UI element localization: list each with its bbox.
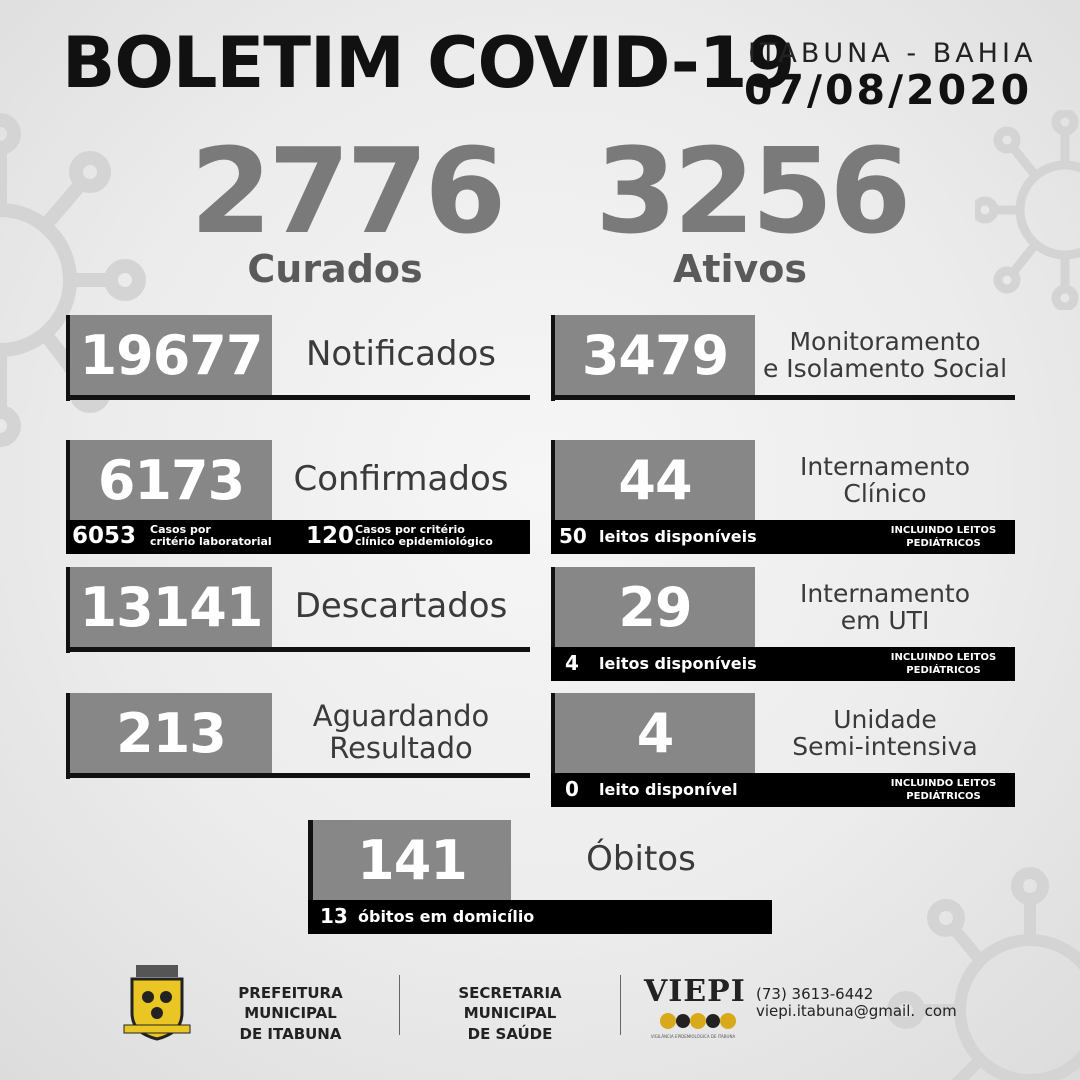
- email-address: viepi.itabuna@gmail. com: [756, 1002, 957, 1020]
- semi-beds-strip: [551, 773, 1015, 807]
- obitos-card: [308, 820, 772, 900]
- secretaria-label: SECRETARIA MUNICIPAL DE SAÚDE: [458, 984, 562, 1043]
- crest-icon: [122, 963, 192, 1043]
- obitos-home-value: 13: [320, 904, 348, 928]
- obitos-value: 141: [313, 820, 511, 900]
- internamento-clinico-label: Internamento Clínico: [799, 451, 971, 508]
- viepi-subtitle: VIGILÂNCIA EPIDEMIOLÓGICA DE ITABUNA: [650, 1034, 736, 1039]
- descartados-value: 13141: [70, 567, 272, 647]
- city-label: ITABUNA - BAHIA: [748, 38, 1037, 69]
- clinico-pediatric-note: INCLUINDO LEITOS PEDIÁTRICOS: [890, 525, 997, 549]
- confirmados-value: 6173: [70, 440, 272, 520]
- obitos-home-strip: [308, 900, 772, 934]
- clinico-beds-text: leitos disponíveis: [599, 527, 757, 546]
- phone-number: (73) 3613-6442: [756, 985, 874, 1003]
- prefeitura-label: PREFEITURA MUNICIPAL DE ITABUNA: [238, 984, 343, 1043]
- clinico-beds-value: 50: [559, 524, 587, 548]
- semi-pediatric-note: INCLUINDO LEITOS PEDIÁTRICOS: [890, 778, 997, 802]
- internamento-uti-value: 29: [555, 567, 755, 647]
- viepi-logo-icon: [638, 972, 748, 1044]
- footer-divider: [620, 975, 621, 1035]
- clinical-cases-value: 120: [306, 523, 355, 549]
- semi-intensiva-value: 4: [555, 693, 755, 773]
- internamento-clinico-value: 44: [555, 440, 755, 520]
- semi-beds-value: 0: [565, 777, 579, 801]
- bulletin-title: BOLETIM COVID-19: [62, 22, 795, 104]
- obitos-label: Óbitos: [586, 839, 696, 880]
- semi-beds-text: leito disponível: [599, 780, 738, 799]
- obitos-home-text: óbitos em domicílio: [358, 907, 535, 926]
- internamento-uti-label: Internamento em UTI: [799, 578, 971, 635]
- internamento-clinico-card: [551, 440, 1015, 520]
- descartados-label: Descartados: [294, 586, 508, 627]
- notificados-label: Notificados: [305, 334, 497, 375]
- confirmados-label: Confirmados: [293, 459, 509, 500]
- ativos-value: 3256: [595, 122, 908, 260]
- internamento-uti-card: [551, 567, 1015, 647]
- semi-intensiva-card: [551, 693, 1015, 773]
- footer-divider: [399, 975, 400, 1035]
- ativos-label: Ativos: [672, 247, 808, 291]
- monitoramento-value: 3479: [555, 315, 755, 395]
- virus-icon: [975, 110, 1080, 310]
- aguardando-value: 213: [70, 693, 272, 773]
- clinico-beds-strip: [551, 520, 1015, 554]
- descartados-card: [66, 567, 530, 653]
- curados-value: 2776: [190, 122, 503, 260]
- notificados-card: [66, 315, 530, 401]
- monitoramento-card: [551, 315, 1015, 401]
- confirmados-breakdown: [66, 520, 530, 554]
- uti-beds-text: leitos disponíveis: [599, 654, 757, 673]
- viepi-logo-text: VIEPI: [644, 974, 746, 1009]
- uti-beds-value: 4: [565, 651, 579, 675]
- uti-pediatric-note: INCLUINDO LEITOS PEDIÁTRICOS: [890, 652, 997, 676]
- aguardando-label: Aguardando Resultado: [312, 699, 490, 765]
- curados-label: Curados: [247, 247, 423, 291]
- lab-cases-value: 6053: [72, 523, 137, 549]
- uti-beds-strip: [551, 647, 1015, 681]
- lab-cases-text: Casos por critério laboratorial: [150, 523, 272, 549]
- virus-icon: [880, 860, 1080, 1080]
- notificados-value: 19677: [70, 315, 272, 395]
- semi-intensiva-label: Unidade Semi-intensiva: [792, 704, 978, 761]
- clinical-cases-text: Casos por critério clínico epidemiológico: [355, 523, 493, 549]
- monitoramento-label: Monitoramento e Isolamento Social: [762, 326, 1008, 383]
- aguardando-card: [66, 693, 530, 779]
- bulletin-date: 07/08/2020: [744, 66, 1033, 114]
